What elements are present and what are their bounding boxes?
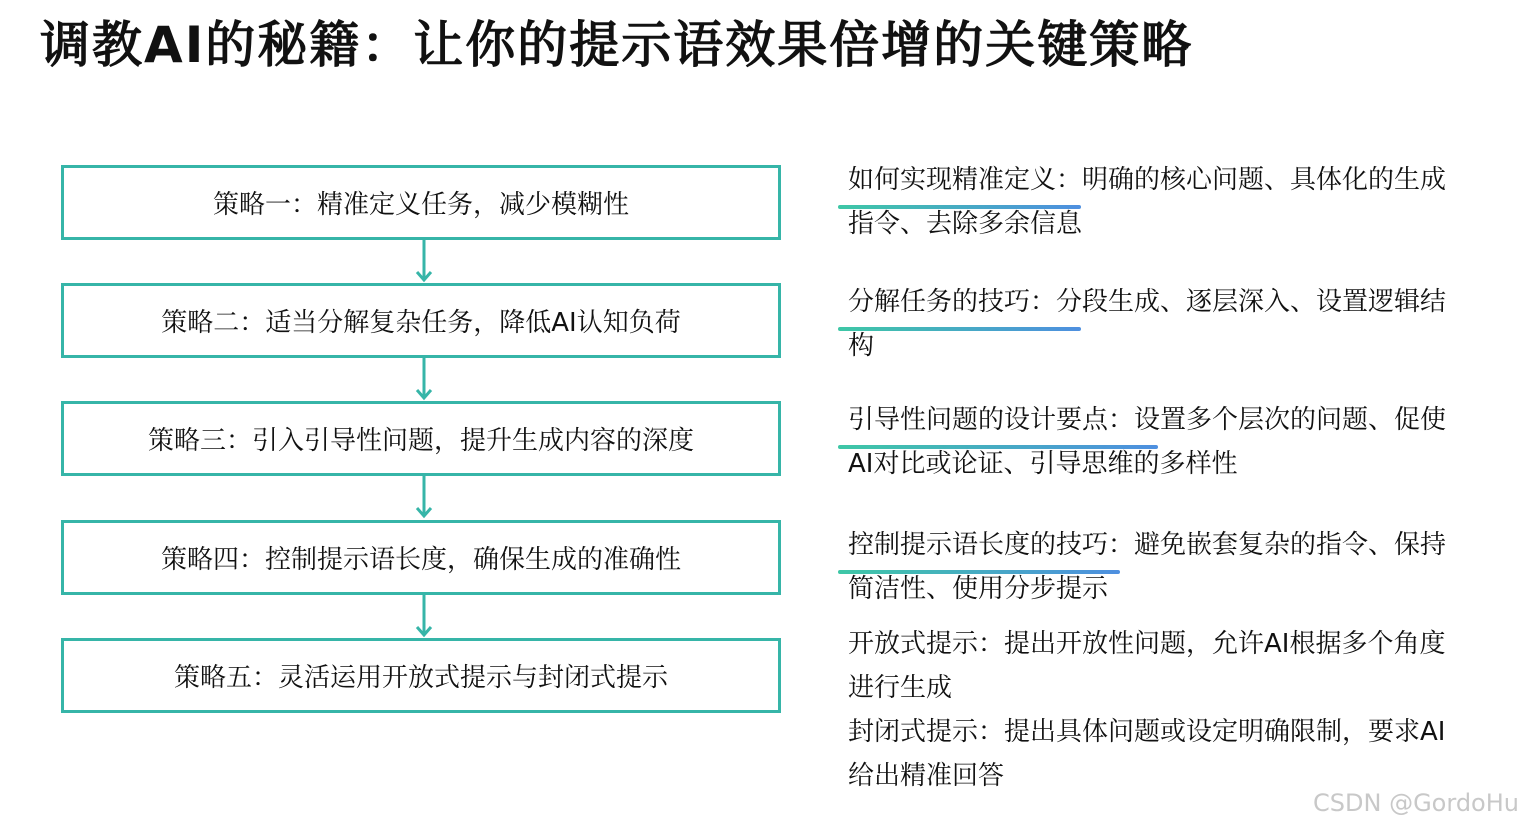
strategy-label-1: 策略一：精准定义任务，减少模糊性	[212, 190, 629, 220]
note-underline-2	[838, 327, 1081, 331]
dotted-connector-5	[785, 680, 837, 686]
down-arrow-icon	[414, 358, 420, 401]
note-lead-2	[848, 287, 1056, 317]
strategy-box-2	[61, 283, 781, 358]
note-body-1: 明确的核心问题、具体化的生成指令、去除多余信息	[848, 165, 1447, 239]
strategy-note-1	[848, 158, 1463, 246]
note-lead-text-2: 分解任务的技巧：	[848, 287, 1057, 317]
strategy-note-4	[848, 523, 1463, 611]
note-lead-4	[848, 530, 1134, 560]
note-body-3: 设置多个层次的问题、促使AI对比或论证、引导思维的多样性	[848, 405, 1447, 479]
strategy-label-4: 策略四：控制提示语长度，确保生成的准确性	[160, 545, 681, 575]
watermark: CSDN @GordoHu	[1313, 789, 1519, 817]
strategy-label-2: 策略二：适当分解复杂任务，降低AI认知负荷	[161, 308, 681, 338]
down-arrow-icon	[414, 595, 420, 638]
strategy-box-4	[61, 520, 781, 595]
dotted-connector-1	[785, 201, 837, 207]
note-lead-3	[848, 405, 1134, 435]
strategy-note-2	[848, 280, 1463, 368]
note-body-2: 分段生成、逐层深入、设置逻辑结构	[848, 287, 1447, 361]
page-title: 调教AI的秘籍：让你的提示语效果倍增的关键策略	[40, 16, 1194, 74]
note-lead-text-4: 控制提示语长度的技巧：	[848, 530, 1135, 560]
down-arrow-icon	[414, 476, 420, 519]
down-arrow-icon	[414, 240, 420, 283]
strategy-note-5	[848, 622, 1463, 798]
dotted-connector-2	[785, 319, 837, 325]
note-closed-prompt: 封闭式提示：提出具体问题或设定明确限制，要求AI给出精准回答	[848, 717, 1446, 791]
strategy-note-3	[848, 398, 1463, 486]
strategy-label-5: 策略五：灵活运用开放式提示与封闭式提示	[173, 663, 668, 693]
strategy-box-3	[61, 401, 781, 476]
note-lead-text-1: 如何实现精准定义：	[848, 165, 1083, 195]
dotted-connector-3	[785, 436, 837, 442]
note-lead-text-3: 引导性问题的设计要点：	[848, 405, 1135, 435]
dotted-connector-4	[785, 562, 837, 568]
note-underline-3	[838, 445, 1158, 449]
note-lead-1	[848, 165, 1082, 195]
strategy-box-5	[61, 638, 781, 713]
note-underline-4	[838, 570, 1120, 574]
strategy-label-3: 策略三：引入引导性问题，提升生成内容的深度	[147, 426, 694, 456]
strategy-box-1	[61, 165, 781, 240]
note-body-4: 避免嵌套复杂的指令、保持简洁性、使用分步提示	[848, 530, 1447, 604]
note-underline-1	[838, 205, 1081, 209]
note-open-prompt: 开放式提示：提出开放性问题，允许AI根据多个角度进行生成	[848, 629, 1446, 703]
